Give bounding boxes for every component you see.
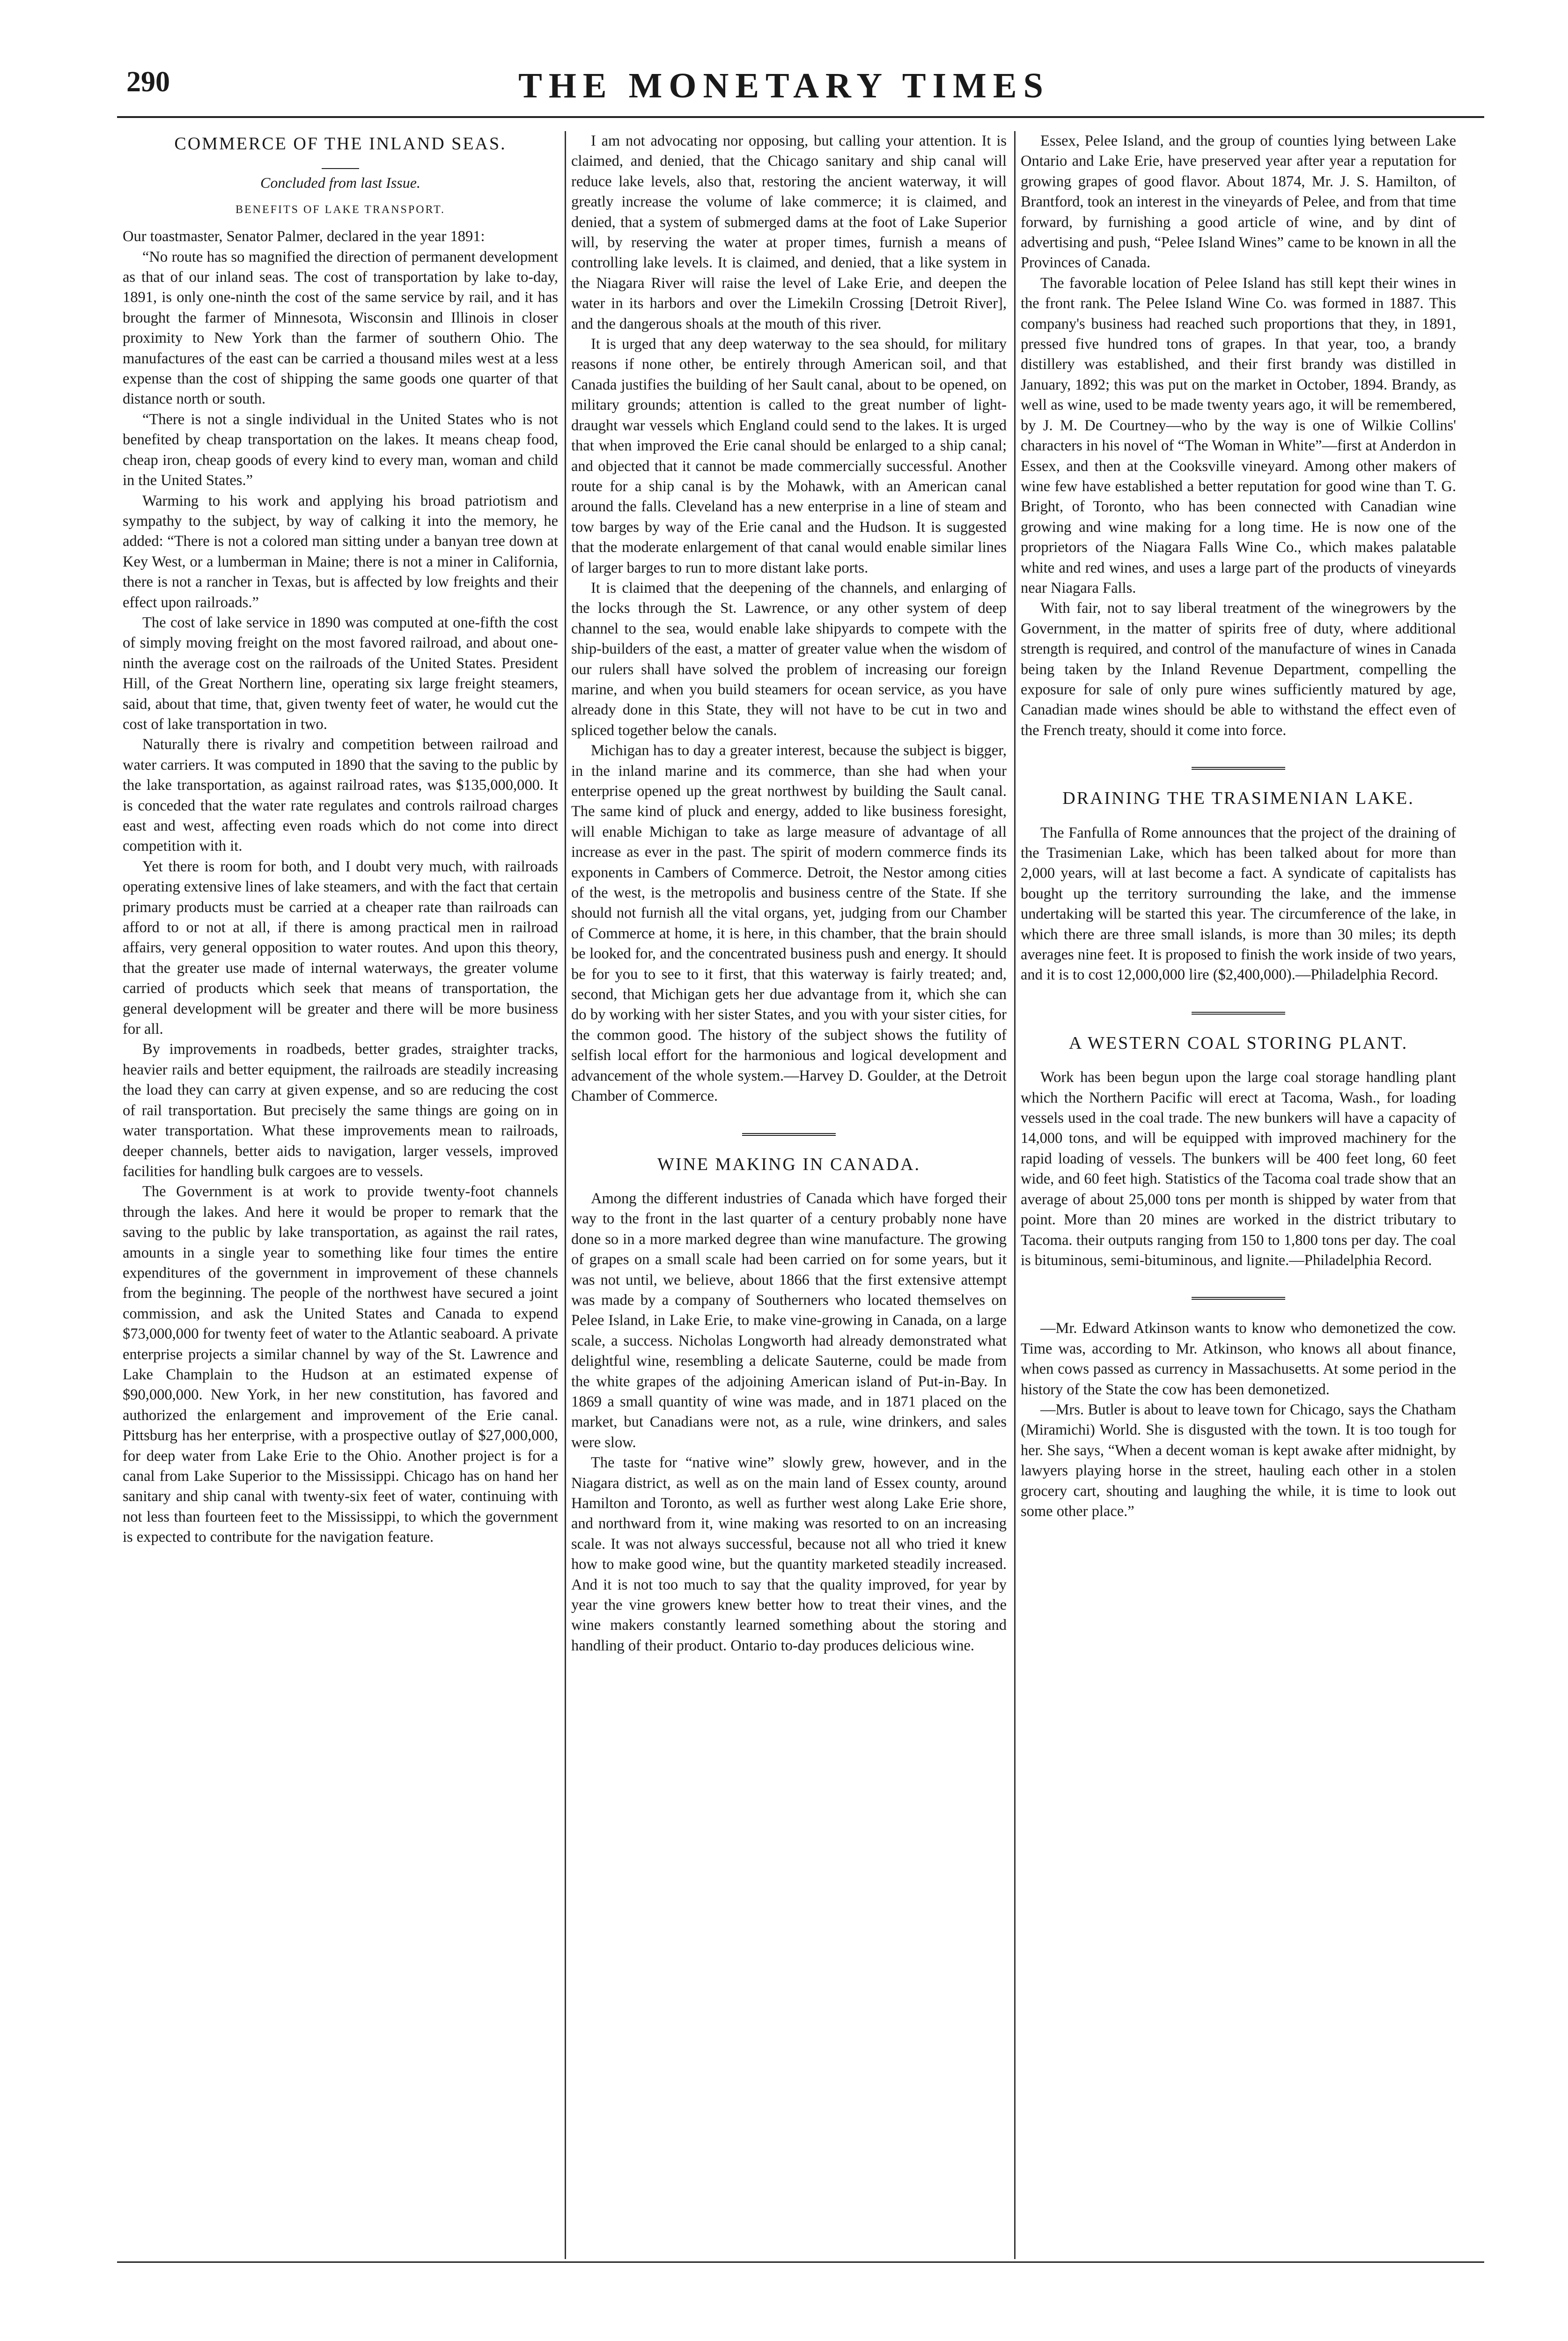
paragraph: Warming to his work and applying his broad patriotism and sympathy to the subject, by way of calking it into the memory, he added: “There is not a colored man sitting under a banyan tree down at Key West, or a lumberman in Maine; there is not a miner in California, there is not a rancher in Texas, but is affected by low freights and their effect upon railroads.”: [123, 492, 558, 611]
paragraph: With fair, not to say liberal treatment of the winegrowers by the Government, in the matter of spirits free of duty, where additional strength is required, and control of the manufacture of wines in Canada being taken by the Inland Revenue Department, compelling the exposure for sale of only pure wines sufficiently matured by age, Canadian made wines should be able to withstand the effect even of the French treaty, should it come into force.: [1021, 600, 1456, 739]
column-rule-2: [1014, 131, 1016, 2259]
column-rule-1: [565, 131, 566, 2259]
paragraph: It is claimed that the deepening of the channels, and enlarging of the locks through the St. Lawrence, or any other system of deep channel to the sea, would enable lake shipyards to compete with the ship-builders of the east, a matter of greater value when the wisdom of our rulers shall have solved the problem of increasing our foreign marine, and when you build steamers for ocean service, as you have already done in this State, they will not have to be cut in two and spliced together below the canals.: [571, 579, 1007, 739]
paragraph: By improvements in roadbeds, better grades, straighter tracks, heavier rails and better equipment, the railroads are steadily increasing the load they can carry at given expense, and so are reducing the cost of rail transportation. But precisely the same things are going on in water transportation. What these improvements mean to railroads, deeper channels, better aids to navigation, larger vessels, improved facilities for handling bulk cargoes are to vessels.: [123, 1041, 558, 1180]
paragraph: Work has been begun upon the large coal storage handling plant which the Northern Pacific will erect at Tacoma, Wash., for loading vessels used in the coal trade. The new bunkers will have a capacity of 14,000 tons, and will be equipped with improved machinery for the rapid loading of vessels. The bunkers will be 400 feet long, 60 feet wide, and 60 feet high. Statistics of the Tacoma coal trade show that an average of about 25,000 tons per month is shipped by water from that point. More than 20 mines are worked in the district tributary to Tacoma. their outputs ranging from 150 to 1,800 tons per day. The coal is bituminous, semi-bituminous, and lignite.—Philadelphia Record.: [1021, 1069, 1456, 1269]
headline-dash: [322, 168, 359, 169]
article-separator: [742, 1133, 836, 1136]
paragraph: “No route has so magnified the direction of permanent development as that of our inland seas. The cost of transportation by lake to-day, 1891, is only one-ninth the cost of the same service by rail, and it has brought the farmer of Minnesota, Wisconsin and Illinois in closer proximity to New York than the farmer of southern Ohio. The manufactures of the east can be carried a thousand miles west at a less expense than the cost of shipping the same goods one quarter of that distance north or south.: [123, 248, 558, 408]
article-separator: [1192, 767, 1285, 770]
paragraph: Essex, Pelee Island, and the group of counties lying between Lake Ontario and Lake Erie, have preserved year after year a reputation for growing grapes of good flavor. About 1874, Mr. J. S. Hamilton, of Brantford, took an interest in the vineyards of Pelee, and from that time forward, by furnishing a good article of wine, and by dint of advertising and push, “Pelee Island Wines” came to be known in all the Provinces of Canada.: [1021, 133, 1456, 272]
paragraph: The favorable location of Pelee Island has still kept their wines in the front rank. The Pelee Island Wine Co. was formed in 1887. This company's business had reached such proportions that they, in 1891, pressed five hundred tons of grapes. In that year, too, a brandy distillery was established, and their first brandy was distilled in January, 1892; this was put on the market in October, 1894. Brandy, as well as wine, used to be made twenty years ago, it will be remembered, by J. M. De Courtney—who by the way is one of Wilkie Collins' characters in his novel of “The Woman in White”—first at Anderdon in Essex, and then at the Cooksville vineyard. Among other makers of wine few have established a better reputation for good wine than T. G. Bright, of Toronto, who has been connected with Canadian wine growing and wine making for a long time. He is now one of the proprietors of the Niagara Falls Wine Co., which makes palatable white and red wines, and uses a large part of the products of vineyards near Niagara Falls.: [1021, 274, 1456, 596]
masthead-rule: [117, 116, 1484, 118]
paragraph: It is urged that any deep waterway to the sea should, for military reasons if none other, be entirely through American soil, and that Canada justifies the building of her Sault canal, about to be opened, on military grounds; attention is called to the great number of light-draught war vessels which England could send to the lakes. It is urged that when improved the Erie canal should be enlarged to a ship canal; and objected that it cannot be made commercially successful. Another route for a ship canal is by the Mohawk, with an American canal around the falls. Cleveland has a new enterprise in a line of steam and tow barges by way of the Erie canal and the Hudson. It is suggested that the moderate enlargement of that canal would enable similar lines of larger barges to run to more distant lake ports.: [571, 336, 1007, 576]
article-headline-wine-making: WINE MAKING IN CANADA.: [657, 1154, 921, 1174]
paragraph: Naturally there is rivalry and competition between railroad and water carriers. It was computed in 1890 that the saving to the public by the lake transportation, as against railroad rates, was $135,000,000. It is conceded that the water rate regulates and controls railroad charges east and west, affecting even roads which do not come into direct competition with it.: [123, 736, 558, 855]
paragraph: —Mr. Edward Atkinson wants to know who demonetized the cow. Time was, according to Mr. Atkinson, who knows all about finance, when cows passed as currency in Massachusetts. At some period in the history of the State the cow has been demonetized.: [1021, 1320, 1456, 1398]
section-heading: BENEFITS OF LAKE TRANSPORT.: [235, 203, 446, 216]
paragraph: —Mrs. Butler is about to leave town for Chicago, says the Chatham (Miramichi) World. She is disgusted with the town. It is too tough for her. She says, “When a decent woman is kept awake after midnight, by lawyers playing horse in the street, hauling each other in a stolen grocery cart, shouting and laughing the while, it is time to look out some other place.”: [1021, 1401, 1456, 1520]
column-3: [1021, 131, 1456, 2259]
paragraph: Among the different industries of Canada which have forged their way to the front in the last quarter of a century probably none have done so in a more marked degree than wine manufacture. The growing of grapes on a small scale had been carried on for some years, but it was not until, we believe, about 1866 that the first extensive attempt was made by a company of Southerners who located themselves on Pelee Island, in Lake Erie, to make vine-growing in Canada, on a large scale, a success. Nicholas Longworth had already demonstrated what delightful wine, resembling a delicate Sauterne, could be made from the white grapes of the adjoining American island of Put-in-Bay. In 1869 a small quantity of wine was made, and in 1871 placed on the market, but Canadians were not, as a rule, wine drinkers, and sales were slow.: [571, 1190, 1007, 1451]
paragraph: The Government is at work to provide twenty-foot channels through the lakes. And here it would be proper to remark that the saving to the public by lake transportation, as against the rail rates, amounts in a single year to something like four times the entire expenditures of the government in improvement of these channels from the beginning. The people of the northwest have secured a joint commission, and ask the United States and Canada to expend $73,000,000 for twenty feet of water to the Atlantic seaboard. A private enterprise projects a similar channel by way of the St. Lawrence and Lake Champlain to the Hudson at an estimated expense of $90,000,000. New York, in her new constitution, has favored and authorized the enlargement and improvement of the Erie canal. Pittsburg has her enterprise, with a prospective outlay of $27,000,000, for deep water from Lake Erie to the Ohio. Another project is for a canal from Lake Superior to the Mississippi. Chicago has on hand her sanitary and ship canal with twenty-six feet of water, continuing with not less than fourteen feet to the Mississippi, to which the government is expected to contribute for the navigation feature.: [123, 1183, 558, 1546]
paragraph: I am not advocating nor opposing, but calling your attention. It is claimed, and denied, that the Chicago sanitary and ship canal will reduce lake levels, also that, restoring the ancient waterway, it will greatly increase the volume of lake commerce; it is claimed, and denied, that a system of submerged dams at the foot of Lake Superior will, by reserving the water at proper times, furnish a means of controlling lake levels. It is claimed, and denied, that a like system in the Niagara River will raise the level of Lake Erie, and deepen the water in its harbors and over the Limekiln Crossing [Detroit River], and the dangerous shoals at the mouth of this river.: [571, 133, 1007, 332]
article-headline-inland-seas: COMMERCE OF THE INLAND SEAS.: [174, 134, 507, 154]
article-separator: [1192, 1297, 1285, 1300]
page-number: 290: [126, 66, 170, 98]
masthead: THE MONETARY TIMES: [518, 66, 1050, 105]
article-subhead: Concluded from last Issue.: [260, 174, 420, 191]
paragraph: The Fanfulla of Rome announces that the project of the draining of the Trasimenian Lake, which has been talked about for more than 2,000 years, will at last become a fact. A syndicate of capitalists has bought up the territory surrounding the lake, and the immense undertaking will be started this year. The circumference of the lake, in which there are three small islands, is more than 30 miles; its depth averages nine feet. It is proposed to finish the work inside of two years, and it is to cost 12,000,000 lire ($2,400,000).—Philadelphia Record.: [1021, 824, 1456, 984]
paragraph: Our toastmaster, Senator Palmer, declared in the year 1891:: [123, 228, 485, 245]
paragraph: Yet there is room for both, and I doubt very much, with railroads operating extensive lines of lake steamers, and with the fact that certain primary products must be carried at a cheaper rate than railroads can afford to or not at all, if there is among practical men in railroad affairs, very general opposition to water routes. And upon this theory, that the greater use made of internal waterways, the greater volume carried of products which seek that means of transportation, the general development will be greater and there will be more business for all.: [123, 858, 558, 1038]
paragraph: “There is not a single individual in the United States who is not benefited by cheap transportation on the lakes. It means cheap food, cheap iron, cheap goods of every kind to every man, woman and child in the United States.”: [123, 411, 558, 489]
bottom-rule: [117, 2261, 1484, 2263]
paragraph: The taste for “native wine” slowly grew, however, and in the Niagara district, as well as on the main land of Essex county, around Hamilton and Toronto, as well as further west along Lake Erie shore, and northward from it, wine making was resorted to on an increasing scale. It was not always successful, because not all who tried it knew how to make good wine, but the quantity marketed steadily increased. And it is not too much to say that the quality improved, for year by year the vine growers knew better how to treat their vines, and the wine makers constantly learned something about the storing and handling of their product. Ontario to-day produces delicious wine.: [571, 1454, 1007, 1654]
column-1: [123, 131, 558, 2259]
column-2: [571, 131, 1007, 2259]
paragraph: The cost of lake service in 1890 was computed at one-fifth the cost of simply moving freight on the most favored railroad, and about one-ninth the average cost on the railroads of the United States. President Hill, of the Great Northern line, operating six large freight steamers, said, about that time, that, given twenty feet of water, he would cut the cost of lake transportation in two.: [123, 614, 558, 733]
article-separator: [1192, 1012, 1285, 1015]
article-headline-coal-plant: A WESTERN COAL STORING PLANT.: [1068, 1033, 1408, 1053]
paragraph: Michigan has to day a greater interest, because the subject is bigger, in the inland marine and its commerce, than she had when your enterprise opened up the great northwest by building the Sault canal. The same kind of pluck and energy, added to like business foresight, will enable Michigan to take as large measure of advantage of all increase as ever in the past. The spirit of modern commerce finds its exponents in Cambers of Commerce. Detroit, the Nestor among cities of the west, is the metropolis and business centre of the State. If she should not furnish all the vital organs, yet, judging from our Chamber of Commerce at home, it is here, in this chamber, that the brain should be looked for, and the concentrated business push and energy. It should be for you to see to it first, that this waterway is fairly treated; and, second, that Michigan gets her due advantage from it, which she can do by working with her sister States, and you with your sister cities, for the common good. The history of the subject shows the futility of selfish local effort for the harmonious and logical development and advancement of the whole system.—Harvey D. Goulder, at the Detroit Chamber of Commerce.: [571, 742, 1007, 1105]
article-headline-trasimenian: DRAINING THE TRASIMENIAN LAKE.: [1062, 788, 1414, 809]
